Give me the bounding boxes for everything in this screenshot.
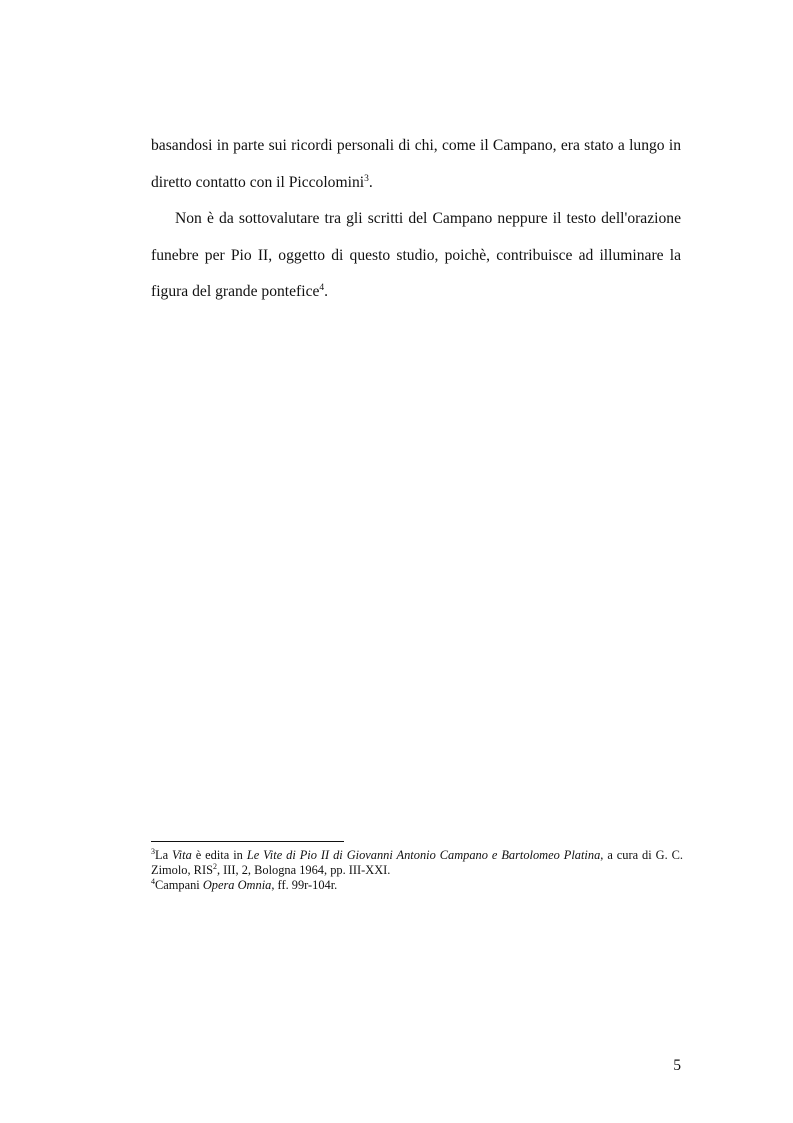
- footnote-ref-4: 4: [319, 283, 325, 293]
- paragraph-2: [151, 201, 681, 311]
- footnote-ref-3: 3: [364, 173, 369, 184]
- footnote-3-vita: Vita: [172, 848, 192, 862]
- footnote-4-prefix: Campani: [155, 878, 203, 893]
- footnote-4: [151, 878, 683, 893]
- main-text: [151, 128, 681, 311]
- footnote-3-book-title: Le Vite di Pio II di Giovanni Antonio Campano e Bartolomeo Platina: [246, 848, 601, 862]
- footnote-4-number: 4: [151, 877, 155, 887]
- paragraph-2-text: Non è da sottovalutare tra gli scritti del Campano neppure il testo dell'orazione funebre per Pio II, oggetto di questo studio, poichè, contribuisce ad illuminare la figura del grande pontefice: [151, 210, 681, 300]
- page-number: 5: [673, 1057, 681, 1074]
- footnote-3-rest: , a cura di G. C. Zimolo, RIS: [151, 848, 683, 878]
- footnote-3-prefix: La: [155, 848, 173, 862]
- footnote-3-number: 3: [151, 847, 155, 856]
- paragraph-2-end: .: [324, 283, 329, 300]
- footnote-3: [151, 848, 683, 878]
- footnotes: [151, 848, 683, 894]
- footnote-4-tail: , ff. 99r-104r.: [271, 878, 338, 893]
- footnote-4-work-title: Opera Omnia: [202, 878, 272, 893]
- paragraph-1-text: basandosi in parte sui ricordi personali di chi, come il Campano, era stato a lungo in diretto contatto con il Piccolomini: [151, 137, 681, 191]
- footnote-3-tail: , III, 2, Bologna 1964, pp. III-XXI.: [216, 863, 391, 878]
- paragraph-1: [151, 128, 681, 201]
- footnote-3-edition: 2: [212, 862, 217, 872]
- footnote-separator: [151, 841, 344, 842]
- paragraph-1-end: .: [368, 173, 373, 191]
- footnote-3-mid: è edita in: [191, 848, 247, 862]
